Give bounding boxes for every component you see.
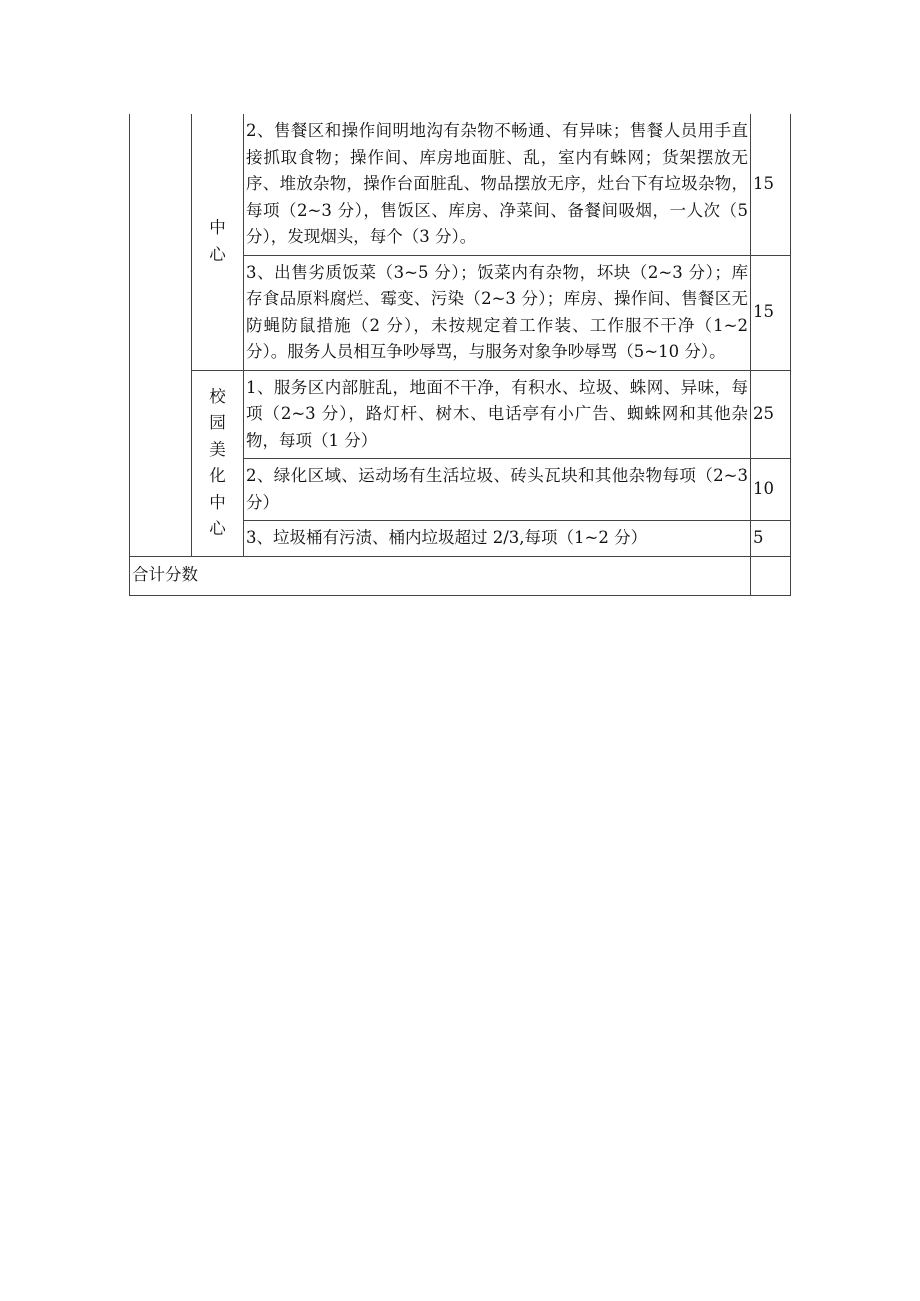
category-char: 心 <box>209 519 226 538</box>
criteria-text: 2、绿化区域、运动场有生活垃圾、砖头瓦块和其他杂物每项（2~3 分） <box>244 459 751 521</box>
category-char: 中 <box>209 218 226 238</box>
category-cell-center <box>192 114 244 370</box>
scoring-table <box>129 114 791 596</box>
score-cell: 25 <box>751 370 791 459</box>
total-label: 合计分数 <box>130 556 751 595</box>
score-cell: 15 <box>751 114 791 255</box>
category-char: 校 <box>209 386 226 406</box>
score-cell: 15 <box>751 255 791 370</box>
criteria-text: 1、服务区内部脏乱，地面不干净，有积水、垃圾、蛛网、异味，每项（2~3 分），路灯杆、树木、电话亭有小广告、蜘蛛网和其他杂物，每项（1 分） <box>244 370 751 459</box>
total-score-cell <box>751 556 791 595</box>
criteria-text: 2、售餐区和操作间明地沟有杂物不畅通、有异味；售餐人员用手直接抓取食物；操作间、库房地面脏、乱，室内有蛛网；货架摆放无序、堆放杂物，操作台面脏乱、物品摆放无序，灶台下有垃圾杂物，每项（2~3 分），售饭区、库房、净菜间、备餐间吸烟，一人次（5 分），发现烟头，每个（3 分）。 <box>244 114 751 255</box>
category-char: 园 <box>209 413 226 432</box>
total-row <box>130 556 791 595</box>
outer-category-cell <box>130 114 192 556</box>
criteria-text: 3、垃圾桶有污渍、桶内垃圾超过 2/3,每项（1~2 分） <box>244 521 751 557</box>
criteria-text: 3、出售劣质饭菜（3~5 分）；饭菜内有杂物，坏块（2~3 分）；库存食品原料腐烂、霉变、污染（2~3 分）；库房、操作间、售餐区无防蝇防鼠措施（2 分），未按规定着工作装、工作服不干净（1~2 分）。服务人员相互争吵辱骂，与服务对象争吵辱骂（5~10 分）。 <box>244 255 751 370</box>
table-row <box>130 370 791 459</box>
category-char: 中 <box>209 492 226 512</box>
category-cell-campus <box>192 370 244 556</box>
category-char: 美 <box>209 439 226 459</box>
table-row <box>130 114 791 255</box>
score-cell: 5 <box>751 521 791 557</box>
category-char: 化 <box>209 466 226 485</box>
score-cell: 10 <box>751 459 791 521</box>
category-char: 心 <box>209 244 226 264</box>
